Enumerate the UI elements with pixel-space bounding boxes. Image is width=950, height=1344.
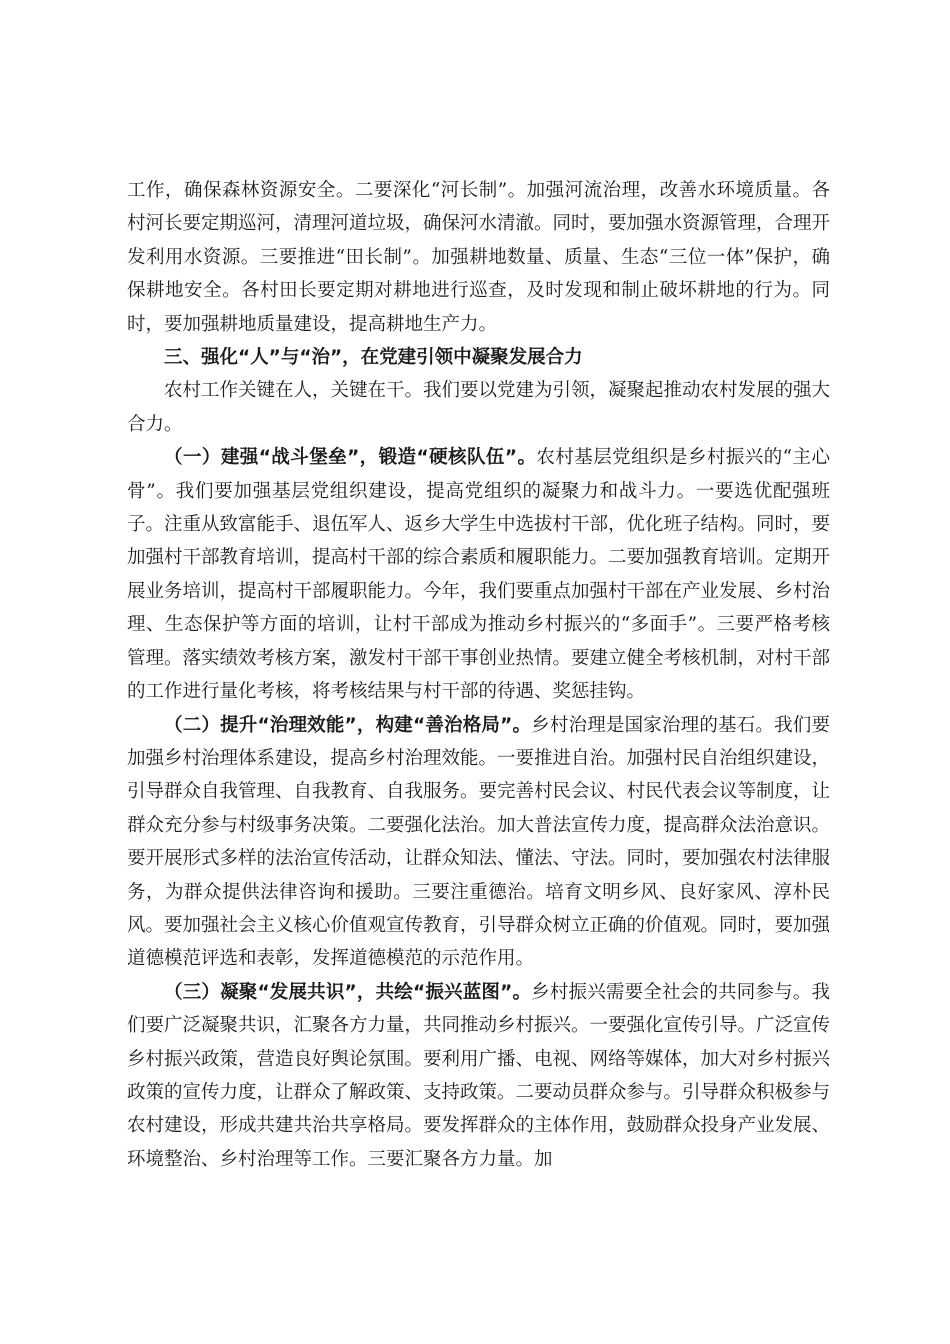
item-body-3: 乡村振兴需要全社会的共同参与。我们要广泛凝聚共识，汇聚各方力量，共同推动乡村振兴。一要强化宣传引导。广泛宣传乡村振兴政策，营造良好舆论氛围。要利用广播、电视、网络等媒体，加大对乡村振兴政策的宣传力度，让群众了解政策、支持政策。二要动员群众参与。引导群众积极参与农村建设，形成共建共治共享格局。要发挥群众的主体作用，鼓励群众投身产业发展、环境整治、乡村治理等工作。三要汇聚各方力量。加 — [127, 981, 831, 1170]
section-intro: 农村工作关键在人，关键在干。我们要以党建为引领，凝聚起推动农村发展的强大合力。 — [127, 380, 831, 435]
item-body-2: 乡村治理是国家治理的基石。我们要加强乡村治理体系建设，提高乡村治理效能。一要推进自治。加强村民自治组织建设，引导群众自我管理、自我教育、自我服务。要完善村民会议、村民代表会议等制度，让群众充分参与村级事务决策。二要强化法治。加大普法宣传力度，提高群众法治意识。要开展形式多样的法治宣传活动，让群众知法、懂法、守法。同时，要加强农村法律服务，为群众提供法律咨询和援助。三要注重德治。培育文明乡风、良好家风、淳朴民风。要加强社会主义核心价值观宣传教育，引导群众树立正确的价值观。同时，要加强道德模范评选和表彰，发挥道德模范的示范作用。 — [127, 714, 831, 970]
item-paragraph-2 — [127, 709, 830, 976]
document-page — [127, 174, 830, 1176]
item-paragraph-3 — [127, 976, 830, 1176]
item-body-1: 农村基层党组织是乡村振兴的“主心骨”。我们要加强基层党组织建设，提高党组织的凝聚力和战斗力。一要选优配强班子。注重从致富能手、退伍军人、返乡大学生中选拔村干部，优化班子结构。同时，要加强村干部教育培训，提高村干部的综合素质和履职能力。二要加强教育培训。定期开展业务培训，提高村干部履职能力。今年，我们要重点加强村干部在产业发展、乡村治理、生态保护等方面的培训，让村干部成为推动乡村振兴的“多面手”。三要严格考核管理。落实绩效考核方案，激发村干部干事创业热情。要建立健全考核机制，对村干部的工作进行量化考核，将考核结果与村干部的待遇、奖惩挂钩。 — [127, 447, 831, 703]
item-lead-3: （三）凝聚“发展共识”，共绘“振兴蓝图”。 — [164, 981, 532, 1003]
item-lead-2: （二）提升“治理效能”，构建“善治格局”。 — [164, 714, 532, 736]
item-lead-1: （一）建强“战斗堡垒”，锻造“硬核队伍”。 — [164, 447, 537, 469]
paragraph-continuation: 工作，确保森林资源安全。二要深化“河长制”。加强河流治理，改善水环境质量。各村河长要定期巡河，清理河道垃圾，确保河水清澈。同时，要加强水资源管理，合理开发利用水资源。三要推进“田长制”。加强耕地数量、质量、生态“三位一体”保护，确保耕地安全。各村田长要定期对耕地进行巡查，及时发现和制止破坏耕地的行为。同时，要加强耕地质量建设，提高耕地生产力。 — [127, 180, 831, 335]
item-paragraph-1 — [127, 441, 830, 708]
section-heading: 三、强化“人”与“治”，在党建引领中凝聚发展合力 — [164, 347, 583, 369]
